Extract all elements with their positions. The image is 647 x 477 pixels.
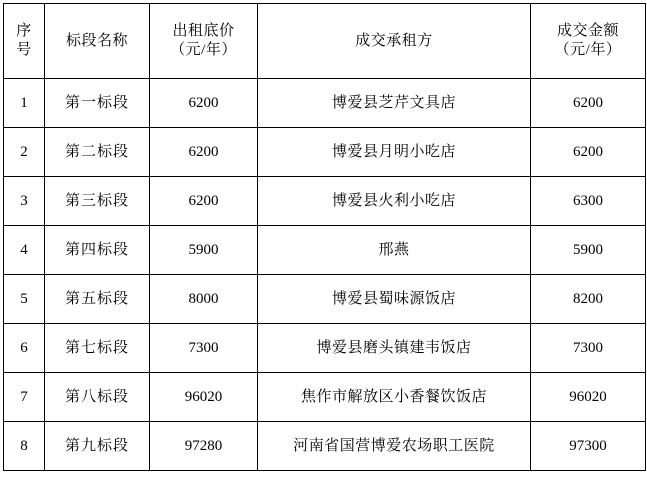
cell-section-name: 第三标段 <box>45 177 150 226</box>
cell-deal-amount: 96020 <box>531 373 646 422</box>
cell-index: 3 <box>4 177 45 226</box>
document-page <box>0 3 647 477</box>
cell-deal-amount: 7300 <box>531 324 646 373</box>
table-row <box>4 226 646 275</box>
cell-base-price: 5900 <box>150 226 258 275</box>
cell-index: 6 <box>4 324 45 373</box>
table-body <box>4 79 646 471</box>
header-line: 序 <box>16 23 32 40</box>
cell-index: 5 <box>4 275 45 324</box>
cell-lessee: 博爱县芝芹文具店 <box>258 79 531 128</box>
header-line: 标段名称 <box>65 32 128 49</box>
header-row <box>4 4 646 79</box>
cell-index: 7 <box>4 373 45 422</box>
cell-lessee: 博爱县火利小吃店 <box>258 177 531 226</box>
cell-deal-amount: 6300 <box>531 177 646 226</box>
cell-section-name: 第五标段 <box>45 275 150 324</box>
cell-section-name: 第一标段 <box>45 79 150 128</box>
table-row <box>4 324 646 373</box>
cell-section-name: 第七标段 <box>45 324 150 373</box>
cell-section-name: 第九标段 <box>45 422 150 471</box>
header-line: 成交金额 <box>556 23 619 40</box>
cell-lessee: 邢燕 <box>258 226 531 275</box>
column-header-section-name <box>45 4 150 79</box>
header-line: （元/年） <box>170 42 237 58</box>
table-row <box>4 275 646 324</box>
bid-results-table <box>3 3 646 471</box>
cell-section-name: 第四标段 <box>45 226 150 275</box>
cell-index: 2 <box>4 128 45 177</box>
cell-deal-amount: 5900 <box>531 226 646 275</box>
header-line: （元/年） <box>554 42 622 58</box>
table-row <box>4 79 646 128</box>
cell-deal-amount: 6200 <box>531 128 646 177</box>
column-header-base-price <box>150 4 258 79</box>
cell-base-price: 96020 <box>150 373 258 422</box>
cell-lessee: 博爱县月明小吃店 <box>258 128 531 177</box>
cell-deal-amount: 6200 <box>531 79 646 128</box>
cell-deal-amount: 97300 <box>531 422 646 471</box>
cell-base-price: 97280 <box>150 422 258 471</box>
column-header-deal-amount <box>531 4 646 79</box>
cell-index: 8 <box>4 422 45 471</box>
cell-deal-amount: 8200 <box>531 275 646 324</box>
cell-base-price: 7300 <box>150 324 258 373</box>
cell-index: 1 <box>4 79 45 128</box>
table-row <box>4 177 646 226</box>
table-row <box>4 373 646 422</box>
cell-lessee: 焦作市解放区小香餐饮饭店 <box>258 373 531 422</box>
cell-base-price: 6200 <box>150 79 258 128</box>
header-line: 出租底价 <box>172 23 235 40</box>
cell-section-name: 第八标段 <box>45 373 150 422</box>
table-row <box>4 128 646 177</box>
column-header-lessee <box>258 4 531 79</box>
table-header <box>4 4 646 79</box>
cell-base-price: 6200 <box>150 128 258 177</box>
header-line: 成交承租方 <box>355 32 433 49</box>
cell-base-price: 6200 <box>150 177 258 226</box>
cell-base-price: 8000 <box>150 275 258 324</box>
cell-section-name: 第二标段 <box>45 128 150 177</box>
cell-lessee: 博爱县蜀味源饭店 <box>258 275 531 324</box>
cell-lessee: 博爱县磨头镇建韦饭店 <box>258 324 531 373</box>
table-row <box>4 422 646 471</box>
cell-index: 4 <box>4 226 45 275</box>
cell-lessee: 河南省国营博爱农场职工医院 <box>258 422 531 471</box>
column-header-index <box>4 4 45 79</box>
header-line: 号 <box>16 42 32 58</box>
